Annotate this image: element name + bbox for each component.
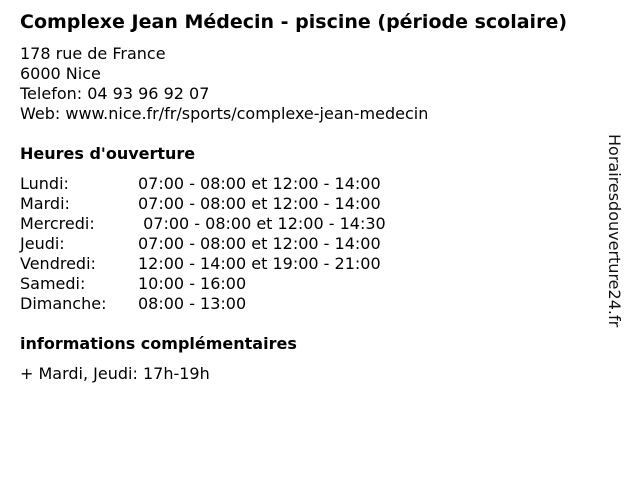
street-address: 178 rue de France: [20, 44, 166, 63]
city: 6000 Nice: [20, 64, 101, 83]
website: Web: www.nice.fr/fr/sports/complexe-jean-medecin: [20, 104, 429, 123]
time-range: 07:00 - 08:00 et 12:00 - 14:00: [138, 194, 381, 213]
page-title: Complexe Jean Médecin - piscine (période scolaire): [20, 11, 568, 33]
day-label: Mercredi:: [20, 214, 95, 233]
additional-info: + Mardi, Jeudi: 17h-19h: [20, 364, 210, 383]
day-label: Samedi:: [20, 274, 86, 293]
day-label: Jeudi:: [20, 234, 65, 253]
day-label: Mardi:: [20, 194, 70, 213]
hours-row: [20, 214, 386, 234]
hours-row: [20, 254, 386, 274]
site-watermark: Horairesdouverture24.fr: [605, 134, 624, 328]
day-label: Vendredi:: [20, 254, 96, 273]
time-range: 08:00 - 13:00: [138, 294, 247, 313]
opening-hours-list: [20, 174, 386, 314]
time-range: 12:00 - 14:00 et 19:00 - 21:00: [138, 254, 381, 273]
time-range: 07:00 - 08:00 et 12:00 - 14:30: [138, 214, 386, 233]
time-range: 10:00 - 16:00: [138, 274, 247, 293]
hours-heading: Heures d'ouverture: [20, 144, 196, 163]
time-range: 07:00 - 08:00 et 12:00 - 14:00: [138, 234, 381, 253]
time-range: 07:00 - 08:00 et 12:00 - 14:00: [138, 174, 381, 193]
day-label: Lundi:: [20, 174, 69, 193]
day-label: Dimanche:: [20, 294, 107, 313]
hours-row: [20, 174, 386, 194]
hours-row: [20, 194, 386, 214]
hours-row: [20, 274, 386, 294]
info-heading: informations complémentaires: [20, 334, 297, 353]
address-block: [20, 44, 428, 124]
hours-row: [20, 234, 386, 254]
phone-number: Telefon: 04 93 96 92 07: [20, 84, 210, 103]
hours-row: [20, 294, 386, 314]
